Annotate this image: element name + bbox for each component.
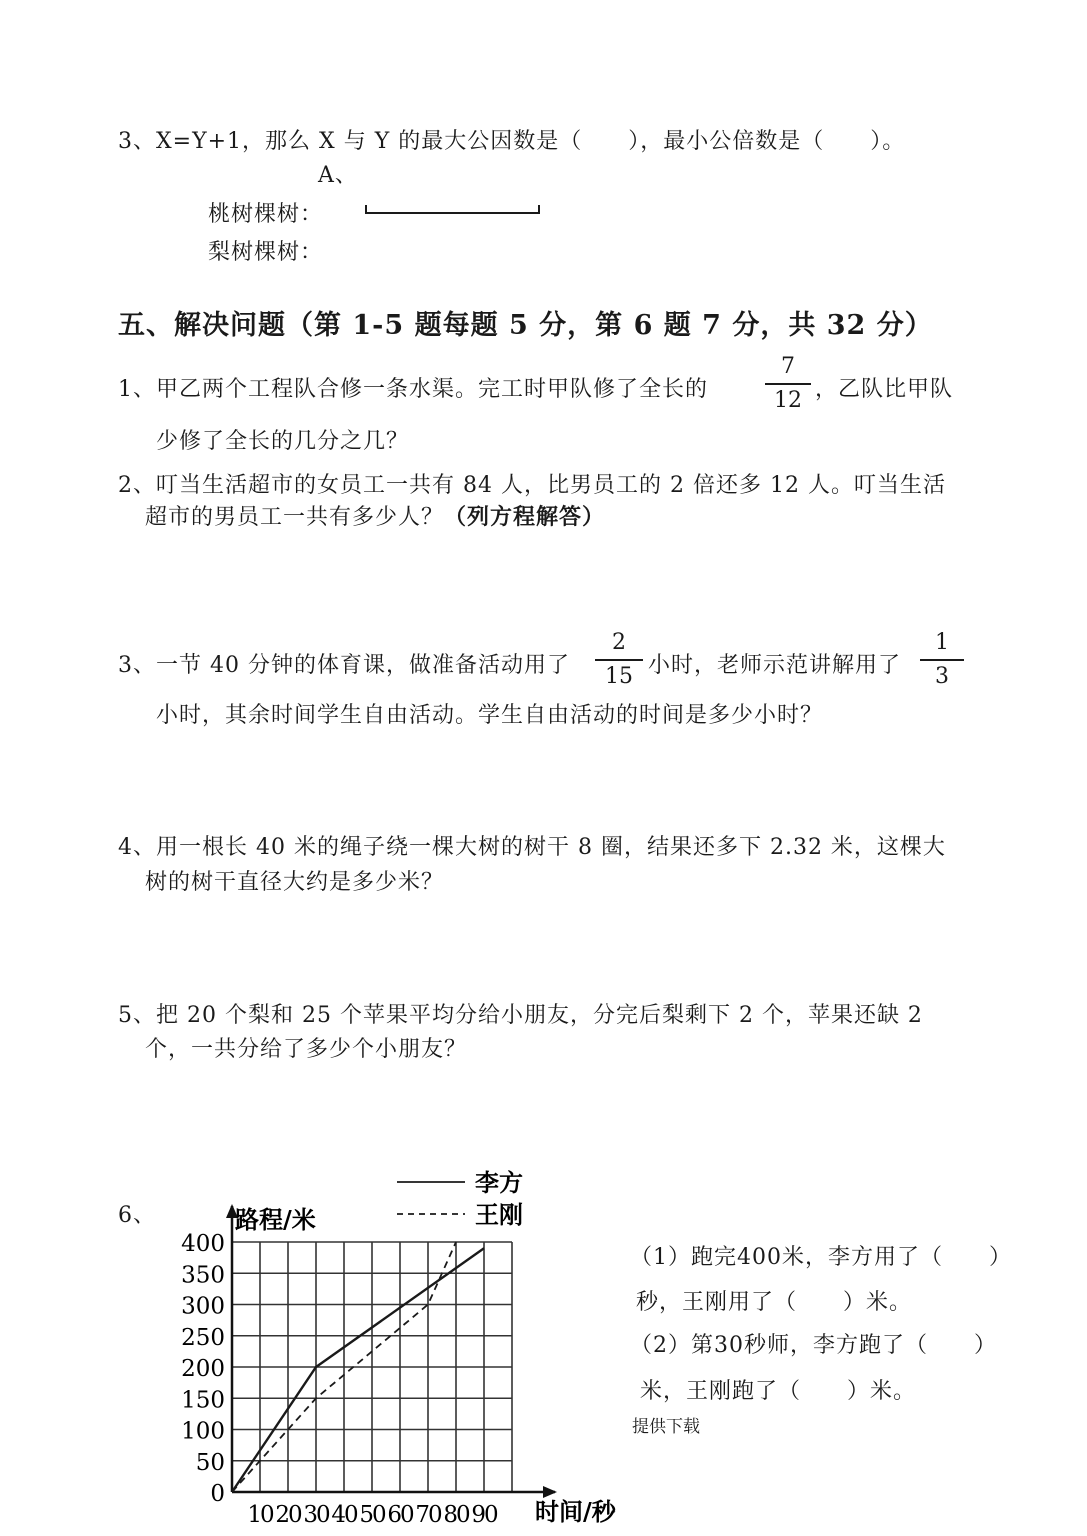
q6-number: 6、: [118, 1203, 156, 1228]
q5-line2: 个，一共分给了多少个小朋友？: [145, 1037, 468, 1062]
chart-legend: [397, 1168, 523, 1229]
chart-tick-labels: [181, 1231, 498, 1528]
series-line-1: [232, 1248, 484, 1492]
peach-tree-label: 桃树棵树：: [208, 202, 324, 227]
q3-fraction-1: [595, 630, 643, 690]
y-tick-label: 300: [181, 1293, 225, 1320]
q3-fraction-1-numerator: 2: [612, 630, 626, 655]
legend-label-2: 王刚: [475, 1200, 523, 1229]
x-tick-label: 10: [247, 1502, 273, 1528]
y-tick-label: 200: [181, 1356, 225, 1382]
q2-line2: [145, 500, 605, 531]
part4-question-3: 3、X=Y+1，那么 X 与 Y 的最大公因数是（ ），最小公倍数是（ ）。: [118, 129, 906, 154]
x-tick-label: 90: [471, 1502, 497, 1528]
chart-axes: [226, 1204, 557, 1498]
y-tick-label: 150: [181, 1387, 225, 1414]
y-tick-label: 50: [195, 1449, 225, 1476]
x-tick-label: 80: [443, 1502, 469, 1528]
q3-fraction-2: [920, 630, 964, 690]
q1-fraction: [765, 354, 811, 414]
q4-line1: 4、用一根长 40 米的绳子绕一棵大树的树干 8 圈，结果还多下 2.32 米，这棵大: [118, 835, 946, 860]
q1-line2: 少修了全长的几分之几？: [156, 429, 410, 454]
pear-tree-label: 梨树棵树：: [208, 240, 324, 265]
q3-fraction-1-denominator: 15: [605, 664, 633, 689]
x-tick-label: 60: [387, 1502, 413, 1528]
y-tick-label: 100: [181, 1418, 225, 1445]
q3-line2: 小时，其余时间学生自由活动。学生自由活动的时间是多少小时？: [156, 703, 824, 728]
q1-fraction-denominator: 12: [774, 388, 802, 413]
q6-sub1-line1: （1）跑完400米，李方用了（ ）: [630, 1245, 1012, 1270]
q6-sub2-line2: 米，王刚跑了（ ）米。: [640, 1379, 917, 1404]
y-axis-label: 路程/米: [235, 1205, 316, 1234]
x-tick-label: 20: [275, 1502, 301, 1528]
q4-line2: 树的树干直径大约是多少米？: [145, 870, 445, 895]
q6-sub1-line2: 秒，王刚用了（ ）米。: [636, 1290, 913, 1315]
q5-line1: 5、把 20 个梨和 25 个苹果平均分给小朋友，分完后梨剩下 2 个，苹果还缺 2: [118, 1003, 923, 1028]
q3-line1a: 3、一节 40 分钟的体育课，做准备活动用了: [118, 653, 570, 678]
q6-sub2-line1: （2）第30秒师，李方跑了（ ）: [630, 1333, 997, 1358]
q1-fraction-numerator: 7: [781, 354, 795, 379]
section-heading: 五、解决问题（第 1-5 题每题 5 分，第 6 题 7 分，共 32 分）: [118, 310, 933, 341]
legend-label-1: 李方: [475, 1168, 523, 1197]
x-tick-label: 30: [303, 1502, 329, 1528]
x-tick-label: 40: [331, 1502, 357, 1528]
x-tick-label: 50: [359, 1502, 385, 1528]
q2-note: （列方程解答）: [444, 504, 606, 530]
y-tick-label: 250: [181, 1324, 225, 1351]
q1-line1-tail: ，乙队比甲队: [815, 377, 954, 402]
y-tick-label: 0: [210, 1481, 225, 1507]
q3-fraction-2-numerator: 1: [935, 630, 949, 655]
x-axis-label: 时间/秒: [535, 1497, 616, 1526]
x-tick-label: 70: [415, 1502, 441, 1528]
distance-time-chart: [175, 1162, 635, 1536]
download-watermark: 提供下载: [632, 1417, 700, 1437]
option-a-label: A、: [318, 163, 358, 188]
q2-question: 超市的男员工一共有多少人？: [145, 505, 445, 530]
y-tick-label: 400: [181, 1231, 225, 1257]
chart-grid: [232, 1242, 512, 1492]
q1-line1: 1、甲乙两个工程队合修一条水渠。完工时甲队修了全长的: [118, 377, 708, 402]
q3-line1b: 小时，老师示范讲解用了: [648, 653, 902, 678]
q3-fraction-2-denominator: 3: [935, 664, 949, 689]
q2-line1: 2、叮当生活超市的女员工一共有 84 人，比男员工的 2 倍还多 12 人。叮当生活: [118, 473, 946, 498]
y-tick-label: 350: [181, 1262, 225, 1289]
